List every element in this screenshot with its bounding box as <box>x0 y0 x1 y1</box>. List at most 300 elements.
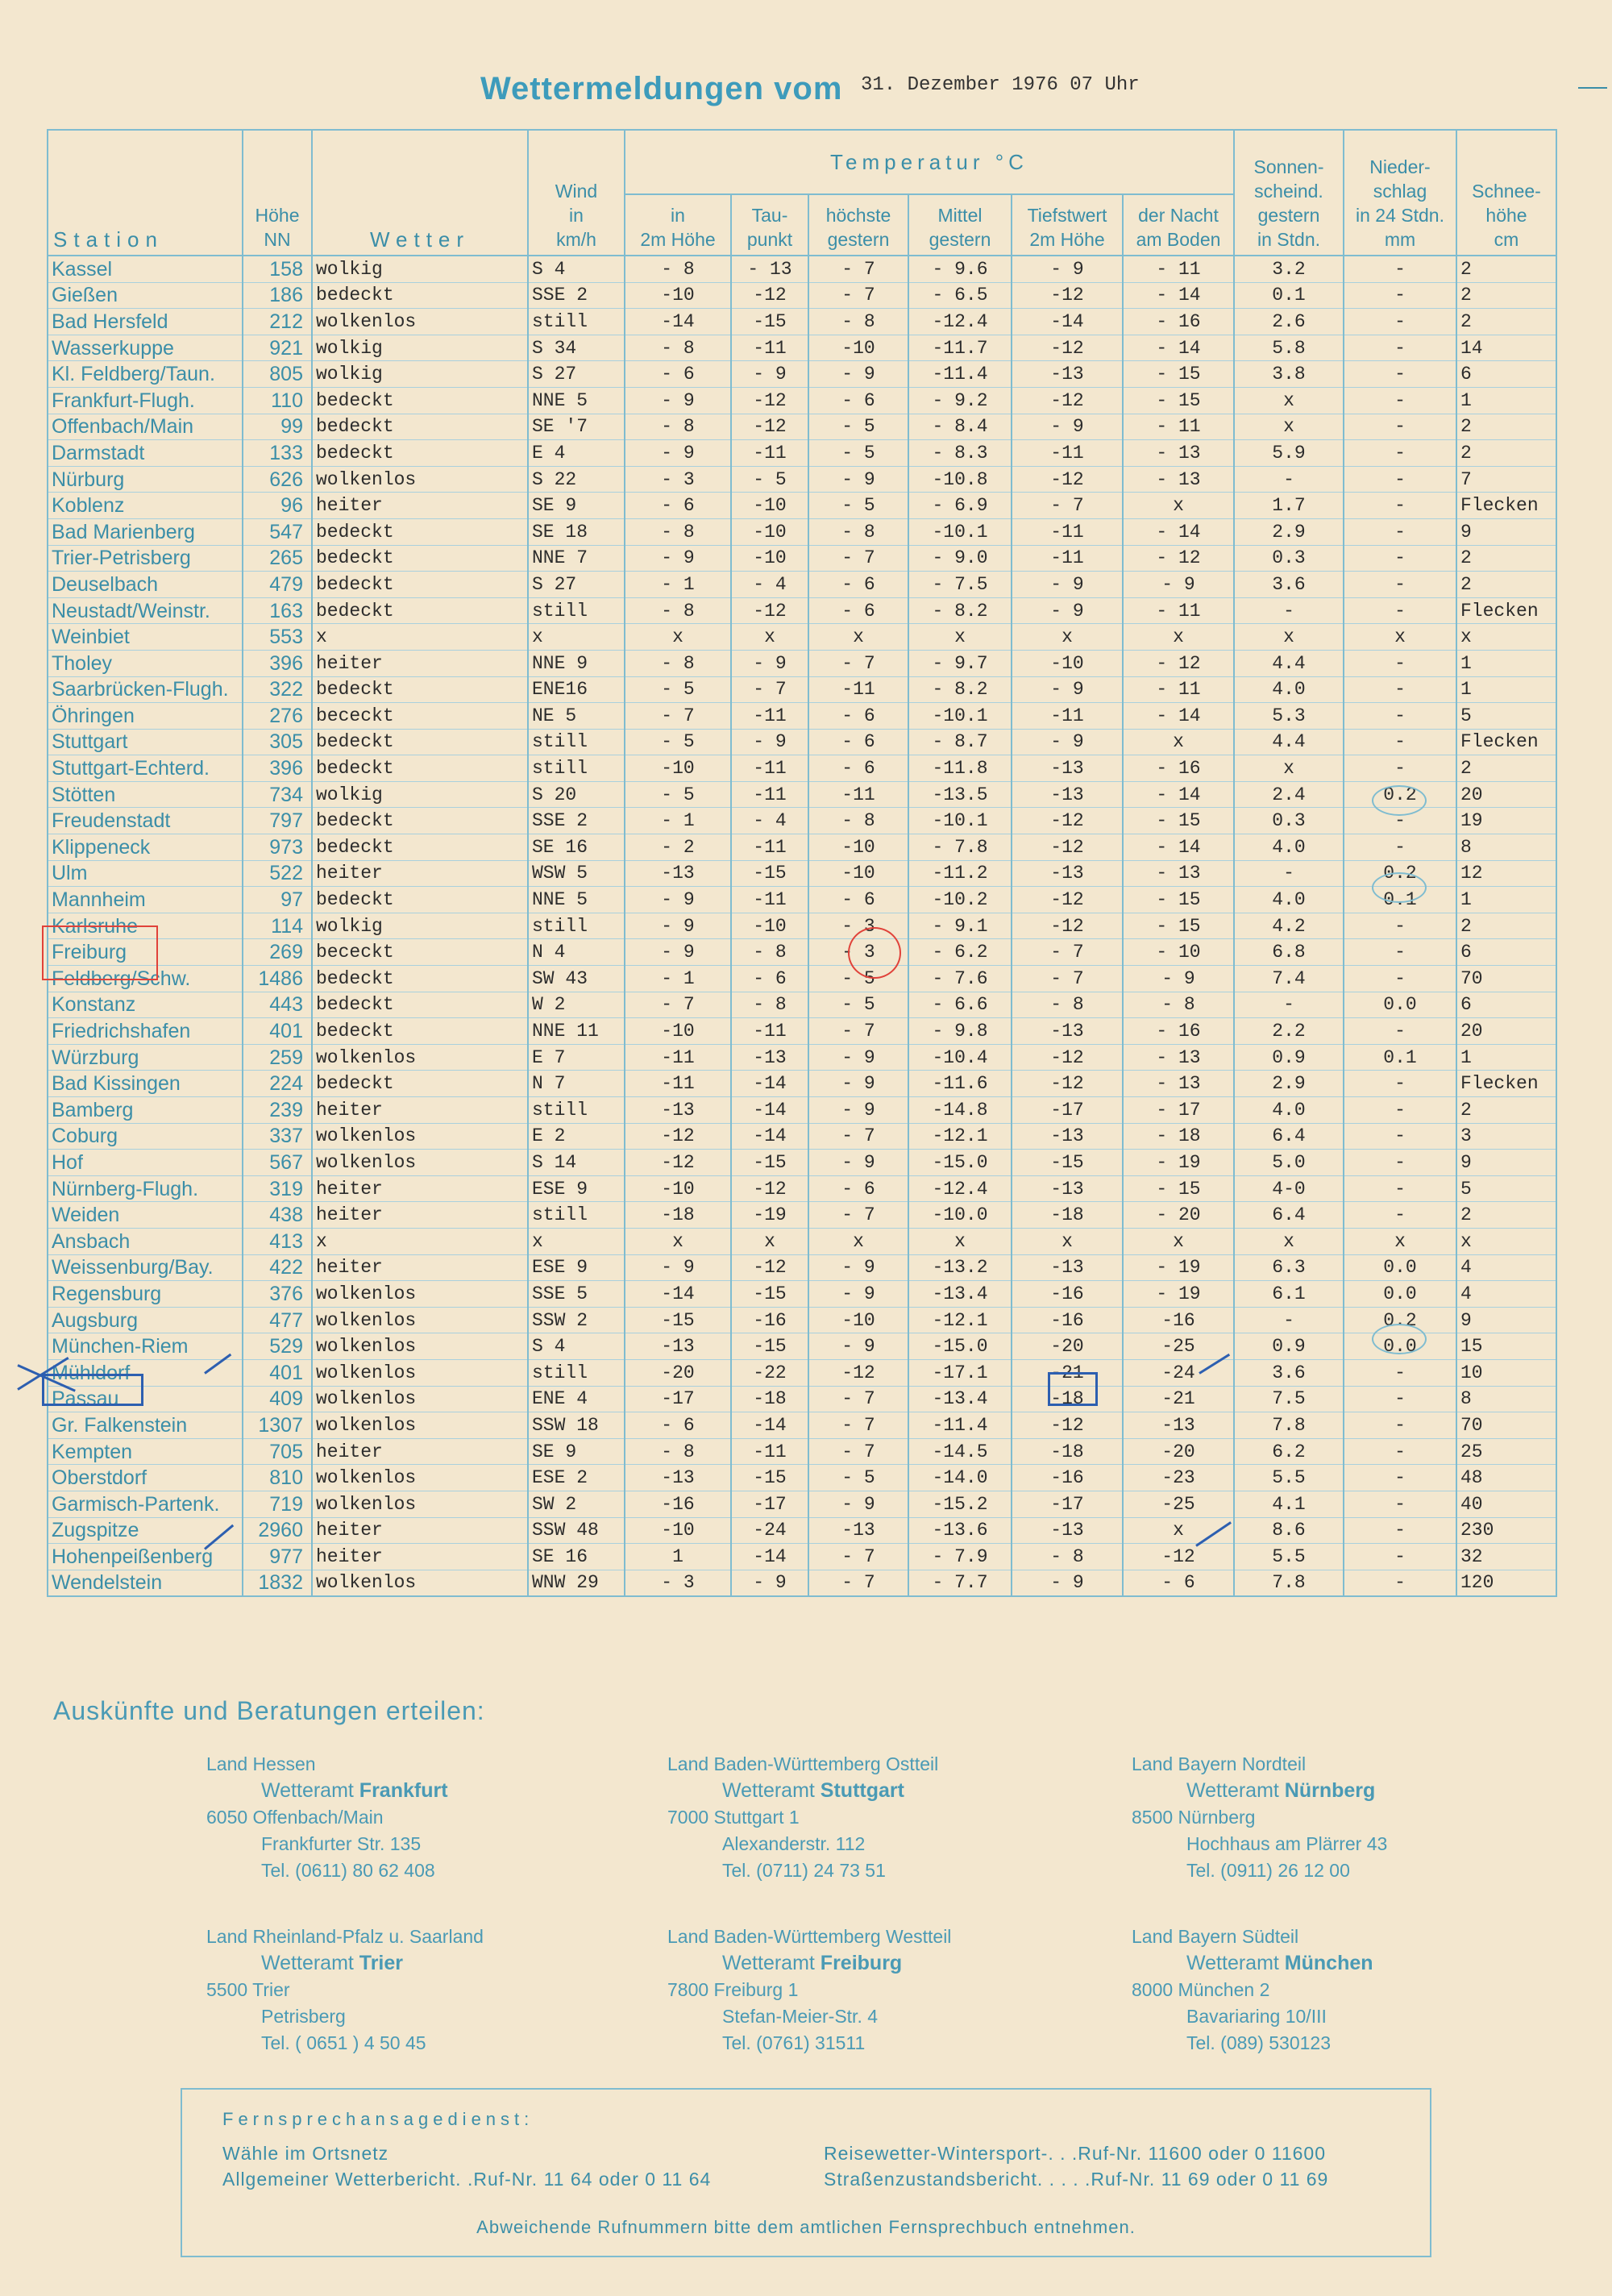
cell-niederschlag: - <box>1344 572 1456 598</box>
cell-schnee: 48 <box>1456 1465 1556 1491</box>
cell-schnee: 9 <box>1456 518 1556 545</box>
cell-tiefst: -17 <box>1012 1491 1123 1517</box>
cell-schnee: 2 <box>1456 755 1556 782</box>
cell-t2m: - 6 <box>625 361 731 388</box>
cell-mittel: -10.2 <box>908 887 1012 913</box>
cell-wetter: bedeckt <box>312 966 528 992</box>
cell-t2m: - 5 <box>625 676 731 703</box>
cell-tiefst: -16 <box>1012 1307 1123 1333</box>
cell-wind: SE 16 <box>528 1544 625 1570</box>
cell-sonne: 0.9 <box>1234 1333 1344 1360</box>
cell-hoechste: x <box>808 1228 908 1254</box>
cell-wetter: wolkig <box>312 913 528 939</box>
cell-station: Freudenstadt <box>48 808 243 834</box>
cell-hoehe: 259 <box>243 1044 312 1071</box>
cell-mittel: - 9.7 <box>908 650 1012 676</box>
cell-taupunkt: -13 <box>731 1044 808 1071</box>
cell-schnee: Flecken <box>1456 1071 1556 1097</box>
cell-nacht: - 16 <box>1123 309 1234 335</box>
cell-hoehe: 438 <box>243 1202 312 1229</box>
cell-hoechste: -10 <box>808 860 908 887</box>
cell-wetter: bececkt <box>312 703 528 730</box>
cell-hoechste: - 7 <box>808 1018 908 1045</box>
office-address: 8000 München 2 <box>1132 1979 1270 2000</box>
cell-hoechste: -11 <box>808 781 908 808</box>
cell-wind: SSW 48 <box>528 1517 625 1544</box>
report-date: 31. Dezember 1976 07 Uhr <box>861 74 1140 96</box>
cell-hoechste: - 7 <box>808 1386 908 1412</box>
cell-niederschlag: - <box>1344 440 1456 467</box>
fernsprech-a: Wähle im Ortsnetz <box>222 2143 389 2164</box>
cell-mittel: -14.5 <box>908 1438 1012 1465</box>
office-region: Land Hessen <box>206 1753 316 1774</box>
cell-sonne: 3.2 <box>1234 256 1344 282</box>
cell-mittel: - 6.6 <box>908 992 1012 1018</box>
table-row <box>48 1097 1556 1124</box>
cell-station: Tholey <box>48 650 243 676</box>
table-row <box>48 1018 1556 1045</box>
cell-schnee: 5 <box>1456 1175 1556 1202</box>
cell-niederschlag: - <box>1344 282 1456 309</box>
cell-niederschlag: 0.2 <box>1344 1307 1456 1333</box>
cell-t2m: - 8 <box>625 650 731 676</box>
table-row <box>48 1570 1556 1596</box>
table-row <box>48 466 1556 493</box>
cell-nacht: - 15 <box>1123 1175 1234 1202</box>
cell-sonne: 7.8 <box>1234 1412 1344 1439</box>
table-row <box>48 966 1556 992</box>
cell-mittel: -10.8 <box>908 466 1012 493</box>
header-sonne: Sonnen- scheind. gestern in Stdn. <box>1234 130 1344 256</box>
cell-schnee: 1 <box>1456 676 1556 703</box>
cell-mittel: -10.1 <box>908 808 1012 834</box>
cell-wind: SE 18 <box>528 518 625 545</box>
cell-wetter: bedeckt <box>312 545 528 572</box>
cell-tiefst: -11 <box>1012 440 1123 467</box>
table-row <box>48 1071 1556 1097</box>
cell-hoechste: -12 <box>808 1359 908 1386</box>
cell-hoechste: - 7 <box>808 650 908 676</box>
cell-mittel: - 6.9 <box>908 493 1012 519</box>
cell-hoehe: 212 <box>243 309 312 335</box>
cell-nacht: -25 <box>1123 1491 1234 1517</box>
header-mittel: Mittel gestern <box>908 194 1012 256</box>
cell-hoechste: - 6 <box>808 729 908 755</box>
cell-station: Regensburg <box>48 1281 243 1308</box>
cell-station: Deuselbach <box>48 572 243 598</box>
cell-wetter: wolkenlos <box>312 1307 528 1333</box>
cell-hoechste: - 6 <box>808 597 908 624</box>
cell-mittel: - 8.3 <box>908 440 1012 467</box>
cell-tiefst: - 9 <box>1012 597 1123 624</box>
cell-hoechste: - 7 <box>808 1544 908 1570</box>
table-row <box>48 939 1556 966</box>
cell-schnee: 230 <box>1456 1517 1556 1544</box>
cell-niederschlag: - <box>1344 1544 1456 1570</box>
cell-mittel: - 9.0 <box>908 545 1012 572</box>
cell-t2m: - 9 <box>625 1254 731 1281</box>
office-region: Land Bayern Nordteil <box>1132 1753 1307 1774</box>
cell-t2m: - 1 <box>625 966 731 992</box>
cell-tiefst: -11 <box>1012 703 1123 730</box>
cell-t2m: - 5 <box>625 781 731 808</box>
cell-wetter: heiter <box>312 1202 528 1229</box>
cell-hoehe: 810 <box>243 1465 312 1491</box>
table-row <box>48 1438 1556 1465</box>
cell-taupunkt: -15 <box>731 309 808 335</box>
cell-hoehe: 396 <box>243 650 312 676</box>
cell-t2m: - 7 <box>625 703 731 730</box>
cell-wind: SSW 18 <box>528 1412 625 1439</box>
cell-mittel: x <box>908 1228 1012 1254</box>
cell-tiefst: -12 <box>1012 1071 1123 1097</box>
office-block <box>1132 1924 1373 2057</box>
cell-sonne: 6.8 <box>1234 939 1344 966</box>
cell-mittel: - 6.2 <box>908 939 1012 966</box>
cell-mittel: -13.5 <box>908 781 1012 808</box>
cell-wind: SSW 2 <box>528 1307 625 1333</box>
cell-taupunkt: -11 <box>731 755 808 782</box>
cell-niederschlag: - <box>1344 676 1456 703</box>
cell-taupunkt: - 4 <box>731 572 808 598</box>
cell-niederschlag: - <box>1344 1175 1456 1202</box>
table-row <box>48 1465 1556 1491</box>
cell-mittel: - 6.5 <box>908 282 1012 309</box>
cell-wetter: wolkenlos <box>312 1386 528 1412</box>
cell-sonne: 7.8 <box>1234 1570 1344 1596</box>
cell-wind: still <box>528 755 625 782</box>
cell-hoehe: 443 <box>243 992 312 1018</box>
cell-hoehe: 276 <box>243 703 312 730</box>
header-nacht: der Nacht am Boden <box>1123 194 1234 256</box>
table-row <box>48 624 1556 651</box>
cell-wetter: x <box>312 624 528 651</box>
office-tel: Tel. (089) 530123 <box>1186 2032 1332 2053</box>
cell-station: Weinbiet <box>48 624 243 651</box>
table-row <box>48 256 1556 282</box>
cell-t2m: x <box>625 624 731 651</box>
cell-station: Kl. Feldberg/Taun. <box>48 361 243 388</box>
cell-nacht: -13 <box>1123 1412 1234 1439</box>
cell-taupunkt: -10 <box>731 493 808 519</box>
cell-t2m: -12 <box>625 1150 731 1176</box>
cell-nacht: -25 <box>1123 1333 1234 1360</box>
header-hoehe: Höhe NN <box>243 130 312 256</box>
cell-wetter: wolkenlos <box>312 1570 528 1596</box>
table-row <box>48 781 1556 808</box>
cell-nacht: - 13 <box>1123 1071 1234 1097</box>
cell-niederschlag: - <box>1344 729 1456 755</box>
table-row <box>48 1281 1556 1308</box>
cell-nacht: - 11 <box>1123 414 1234 440</box>
cell-schnee: 1 <box>1456 650 1556 676</box>
cell-wind: S 22 <box>528 466 625 493</box>
cell-hoehe: 973 <box>243 834 312 861</box>
cell-hoechste: - 8 <box>808 309 908 335</box>
cell-station: Weissenburg/Bay. <box>48 1254 243 1281</box>
cell-hoehe: 99 <box>243 414 312 440</box>
cell-taupunkt: - 8 <box>731 992 808 1018</box>
cell-taupunkt: - 6 <box>731 966 808 992</box>
cell-niederschlag: - <box>1344 1517 1456 1544</box>
cell-wetter: heiter <box>312 1097 528 1124</box>
cell-schnee: 10 <box>1456 1359 1556 1386</box>
cell-sonne: 6.2 <box>1234 1438 1344 1465</box>
red-mark-box <box>42 925 158 980</box>
cell-mittel: -10.1 <box>908 518 1012 545</box>
table-header <box>48 130 1556 256</box>
cell-wetter: wolkenlos <box>312 1491 528 1517</box>
cell-sonne: - <box>1234 860 1344 887</box>
cell-wind: SSE 5 <box>528 1281 625 1308</box>
cell-tiefst: -11 <box>1012 545 1123 572</box>
cell-mittel: - 9.2 <box>908 387 1012 414</box>
cell-hoehe: 163 <box>243 597 312 624</box>
cell-sonne: - <box>1234 1307 1344 1333</box>
cell-hoehe: 401 <box>243 1018 312 1045</box>
cell-t2m: - 5 <box>625 729 731 755</box>
cell-hoehe: 409 <box>243 1386 312 1412</box>
office-address: 6050 Offenbach/Main <box>206 1807 384 1828</box>
table-row <box>48 1544 1556 1570</box>
cell-hoehe: 401 <box>243 1359 312 1386</box>
blue-mark-box <box>1048 1372 1098 1406</box>
cell-wetter: bedeckt <box>312 572 528 598</box>
cell-hoechste: - 9 <box>808 1281 908 1308</box>
cell-sonne: 2.4 <box>1234 781 1344 808</box>
cell-taupunkt: -15 <box>731 1465 808 1491</box>
cell-hoechste: - 9 <box>808 1254 908 1281</box>
cell-sonne: 2.2 <box>1234 1018 1344 1045</box>
cell-hoehe: 479 <box>243 572 312 598</box>
office-tel: Tel. (0761) 31511 <box>722 2032 866 2053</box>
cell-taupunkt: -10 <box>731 518 808 545</box>
cell-schnee: Flecken <box>1456 729 1556 755</box>
cell-t2m: -12 <box>625 1123 731 1150</box>
office-street: Hochhaus am Plärrer 43 <box>1186 1833 1388 1854</box>
cell-tiefst: -12 <box>1012 1044 1123 1071</box>
cell-mittel: -13.4 <box>908 1281 1012 1308</box>
cell-t2m: -10 <box>625 1517 731 1544</box>
cell-tiefst: -18 <box>1012 1438 1123 1465</box>
cell-station: Mannheim <box>48 887 243 913</box>
cell-sonne: x <box>1234 624 1344 651</box>
cell-wind: S 14 <box>528 1150 625 1176</box>
office-block <box>206 1751 448 1884</box>
table-body <box>48 256 1556 1596</box>
fernsprech-label: Fernsprechansagedienst: <box>222 2109 534 2129</box>
cell-sonne: 0.3 <box>1234 808 1344 834</box>
cell-wetter: bedeckt <box>312 1071 528 1097</box>
cell-mittel: -15.0 <box>908 1333 1012 1360</box>
cell-sonne: 3.8 <box>1234 361 1344 388</box>
cell-station: Zugspitze <box>48 1517 243 1544</box>
table-row <box>48 887 1556 913</box>
cell-tiefst: -13 <box>1012 1175 1123 1202</box>
cell-station: Wasserkuppe <box>48 335 243 361</box>
cell-sonne: 3.6 <box>1234 572 1344 598</box>
office-block <box>1132 1751 1387 1884</box>
cell-niederschlag: - <box>1344 361 1456 388</box>
cell-hoechste: - 9 <box>808 466 908 493</box>
cell-wind: SE '7 <box>528 414 625 440</box>
cell-hoehe: 529 <box>243 1333 312 1360</box>
cell-mittel: - 7.7 <box>908 1570 1012 1596</box>
cell-nacht: - 15 <box>1123 887 1234 913</box>
table-row <box>48 493 1556 519</box>
cell-schnee: 7 <box>1456 466 1556 493</box>
cell-hoechste: - 7 <box>808 545 908 572</box>
cell-mittel: -11.7 <box>908 335 1012 361</box>
cell-niederschlag: - <box>1344 1491 1456 1517</box>
cell-taupunkt: - 9 <box>731 361 808 388</box>
table-row <box>48 1150 1556 1176</box>
cell-wind: ESE 2 <box>528 1465 625 1491</box>
cell-station: Ulm <box>48 860 243 887</box>
cell-taupunkt: - 13 <box>731 256 808 282</box>
cell-hoehe: 396 <box>243 755 312 782</box>
cell-station: Kassel <box>48 256 243 282</box>
cell-niederschlag: 0.2 <box>1344 860 1456 887</box>
table-row <box>48 703 1556 730</box>
header-wind: Wind in km/h <box>528 130 625 256</box>
cell-sonne: 4.4 <box>1234 729 1344 755</box>
cell-mittel: -13.2 <box>908 1254 1012 1281</box>
cell-tiefst: - 9 <box>1012 729 1123 755</box>
cell-schnee: 2 <box>1456 1097 1556 1124</box>
cell-schnee: Flecken <box>1456 493 1556 519</box>
cell-hoechste: - 6 <box>808 387 908 414</box>
cell-wind: still <box>528 1202 625 1229</box>
header-schnee: Schnee- höhe cm <box>1456 130 1556 256</box>
cell-hoechste: -10 <box>808 1307 908 1333</box>
cell-schnee: 120 <box>1456 1570 1556 1596</box>
cell-nacht: - 16 <box>1123 755 1234 782</box>
cell-t2m: - 9 <box>625 387 731 414</box>
cell-hoechste: - 7 <box>808 1570 908 1596</box>
cell-station: Freiburg <box>48 939 243 966</box>
cell-schnee: 8 <box>1456 1386 1556 1412</box>
cell-tiefst: -13 <box>1012 1018 1123 1045</box>
cell-schnee: 5 <box>1456 703 1556 730</box>
cell-hoehe: 133 <box>243 440 312 467</box>
cell-wetter: bedeckt <box>312 282 528 309</box>
cell-hoehe: 224 <box>243 1071 312 1097</box>
cell-nacht: - 20 <box>1123 1202 1234 1229</box>
table-row <box>48 414 1556 440</box>
cell-wetter: heiter <box>312 1175 528 1202</box>
cell-taupunkt: -16 <box>731 1307 808 1333</box>
cell-tiefst: -12 <box>1012 1412 1123 1439</box>
cell-hoehe: 797 <box>243 808 312 834</box>
cell-mittel: -13.6 <box>908 1517 1012 1544</box>
cell-wetter: bedeckt <box>312 414 528 440</box>
cell-wind: E 7 <box>528 1044 625 1071</box>
cell-hoehe: 477 <box>243 1307 312 1333</box>
cell-hoehe: 265 <box>243 545 312 572</box>
cell-hoechste: - 9 <box>808 1150 908 1176</box>
cell-sonne: 5.8 <box>1234 335 1344 361</box>
office-amt: Wetteramt Nürnberg <box>1186 1779 1376 1802</box>
cell-wetter: bedeckt <box>312 887 528 913</box>
cell-schnee: 3 <box>1456 1123 1556 1150</box>
office-address: 5500 Trier <box>206 1979 290 2000</box>
cell-sonne: 4.2 <box>1234 913 1344 939</box>
cell-schnee: 8 <box>1456 834 1556 861</box>
cell-taupunkt: -15 <box>731 1281 808 1308</box>
cell-tiefst: -12 <box>1012 887 1123 913</box>
cell-taupunkt: -14 <box>731 1544 808 1570</box>
cell-taupunkt: -14 <box>731 1071 808 1097</box>
cell-nacht: - 13 <box>1123 440 1234 467</box>
cell-nacht: - 19 <box>1123 1281 1234 1308</box>
cell-niederschlag: - <box>1344 1018 1456 1045</box>
cell-mittel: -15.2 <box>908 1491 1012 1517</box>
cell-t2m: - 1 <box>625 572 731 598</box>
cell-schnee: 9 <box>1456 1150 1556 1176</box>
weather-table <box>47 129 1557 1597</box>
office-street: Alexanderstr. 112 <box>722 1833 866 1854</box>
cell-t2m: - 7 <box>625 992 731 1018</box>
cell-t2m: - 1 <box>625 808 731 834</box>
cell-wetter: wolkenlos <box>312 1359 528 1386</box>
cell-station: Gießen <box>48 282 243 309</box>
cell-sonne: 2.9 <box>1234 1071 1344 1097</box>
cell-niederschlag: - <box>1344 966 1456 992</box>
cell-wetter: wolkenlos <box>312 1150 528 1176</box>
cell-wetter: wolkenlos <box>312 1333 528 1360</box>
cell-wetter: wolkenlos <box>312 466 528 493</box>
cell-station: Bad Marienberg <box>48 518 243 545</box>
cell-niederschlag: x <box>1344 1228 1456 1254</box>
table-row <box>48 545 1556 572</box>
cell-mittel: - 8.2 <box>908 676 1012 703</box>
cell-mittel: - 9.8 <box>908 1018 1012 1045</box>
cell-niederschlag: - <box>1344 1123 1456 1150</box>
office-tel: Tel. (0711) 24 73 51 <box>722 1860 886 1881</box>
cell-t2m: - 8 <box>625 335 731 361</box>
cell-taupunkt: -14 <box>731 1097 808 1124</box>
cell-sonne: 2.9 <box>1234 518 1344 545</box>
cell-schnee: 6 <box>1456 992 1556 1018</box>
cell-taupunkt: -17 <box>731 1491 808 1517</box>
cell-schnee: 40 <box>1456 1491 1556 1517</box>
cell-tiefst: -17 <box>1012 1097 1123 1124</box>
cell-wetter: bedeckt <box>312 387 528 414</box>
table-row <box>48 1386 1556 1412</box>
cell-schnee: x <box>1456 1228 1556 1254</box>
cell-tiefst: -20 <box>1012 1333 1123 1360</box>
cell-taupunkt: -11 <box>731 781 808 808</box>
cell-mittel: x <box>908 624 1012 651</box>
cell-station: Nürnberg-Flugh. <box>48 1175 243 1202</box>
office-block <box>206 1924 484 2057</box>
cell-niederschlag: - <box>1344 1386 1456 1412</box>
cell-schnee: 14 <box>1456 335 1556 361</box>
cell-nacht: - 11 <box>1123 597 1234 624</box>
cell-schnee: 2 <box>1456 1202 1556 1229</box>
cell-nacht: - 14 <box>1123 703 1234 730</box>
cell-hoehe: 921 <box>243 335 312 361</box>
cell-niederschlag: - <box>1344 493 1456 519</box>
cell-wetter: heiter <box>312 860 528 887</box>
cell-hoehe: 1486 <box>243 966 312 992</box>
cell-sonne: 2.6 <box>1234 309 1344 335</box>
cell-hoechste: - 7 <box>808 1438 908 1465</box>
cell-sonne: 4.1 <box>1234 1491 1344 1517</box>
cell-wind: NNE 7 <box>528 545 625 572</box>
cell-niederschlag: - <box>1344 414 1456 440</box>
